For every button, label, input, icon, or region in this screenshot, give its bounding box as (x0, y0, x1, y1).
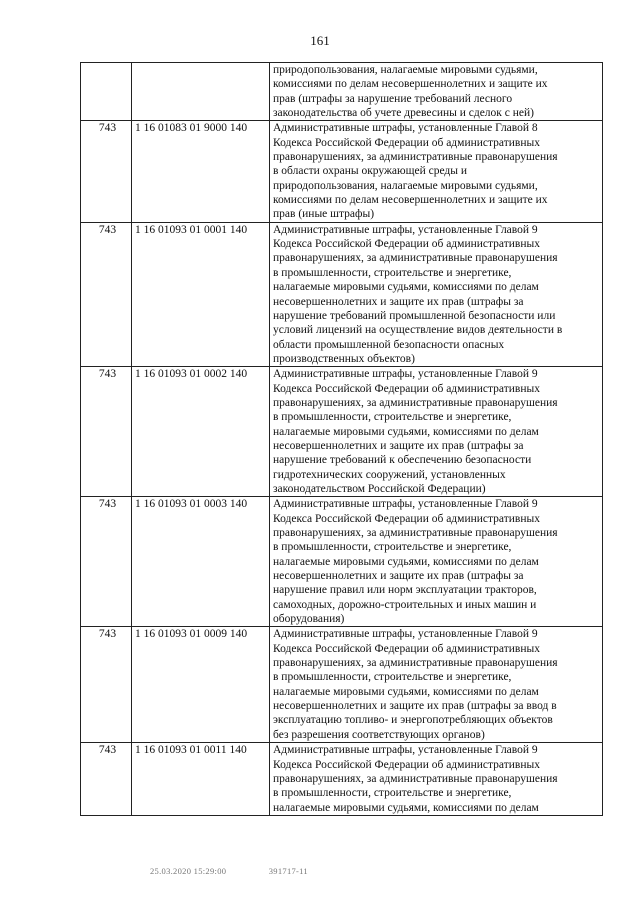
page-footer (150, 866, 308, 876)
page-number: 161 (310, 33, 330, 48)
budget-code-cell: 1 16 01083 01 9000 140 (132, 121, 270, 222)
description-cell: Административные штрафы, установленные Главой 9 Кодекса Российской Федерации об административных правонарушениях, за административные правонарушения в промышленности, строительстве и энергетике, налагаемые мировыми судьями, комиссиями по делам несовершеннолетних и защите их прав (штрафы за нарушение требований промышленной безопасности или условий лицензий на осуществление видов деятельности в области промышленной безопасности опасных производственных объектов) (270, 222, 603, 366)
budget-code-cell: 1 16 01093 01 0003 140 (132, 497, 270, 627)
table-row (81, 367, 603, 497)
budget-code-cell: 1 16 01093 01 0002 140 (132, 367, 270, 497)
budget-code-cell (132, 63, 270, 121)
admin-code-cell: 743 (81, 627, 132, 743)
admin-code-cell: 743 (81, 743, 132, 816)
description-cell: Административные штрафы, установленные Главой 8 Кодекса Российской Федерации об административных правонарушениях, за административные правонарушения в области охраны окружающей среды и природопользования, налагаемые мировыми судьями, комиссиями по делам несовершеннолетних и защите их прав (иные штрафы) (270, 121, 603, 222)
admin-code-cell (81, 63, 132, 121)
table-row (81, 121, 603, 222)
admin-code-cell: 743 (81, 121, 132, 222)
budget-code-cell: 1 16 01093 01 0009 140 (132, 627, 270, 743)
budget-code-cell: 1 16 01093 01 0001 140 (132, 222, 270, 366)
description-cell: Административные штрафы, установленные Главой 9 Кодекса Российской Федерации об административных правонарушениях, за административные правонарушения в промышленности, строительстве и энергетике, налагаемые мировыми судьями, комиссиями по делам несовершеннолетних и защите их прав (штрафы за нарушение правил или норм эксплуатации тракторов, самоходных, дорожно-строительных и иных машин и оборудования) (270, 497, 603, 627)
table-row (81, 497, 603, 627)
budget-codes-table (80, 62, 603, 816)
description-cell: Административные штрафы, установленные Главой 9 Кодекса Российской Федерации об административных правонарушениях, за административные правонарушения в промышленности, строительстве и энергетике, налагаемые мировыми судьями, комиссиями по делам (270, 743, 603, 816)
footer-document-id: 391717-11 (268, 866, 308, 876)
description-cell: Административные штрафы, установленные Главой 9 Кодекса Российской Федерации об административных правонарушениях, за административные правонарушения в промышленности, строительстве и энергетике, налагаемые мировыми судьями, комиссиями по делам несовершеннолетних и защите их прав (штрафы за нарушение требований к обеспечению безопасности гидротехнических сооружений, установленных законодательством Российской Федерации) (270, 367, 603, 497)
description-cell: природопользования, налагаемые мировыми судьями, комиссиями по делам несовершеннолетних и защите их прав (штрафы за нарушение требований лесного законодательства об учете древесины и сделок с ней) (270, 63, 603, 121)
table-row (81, 743, 603, 816)
table-row (81, 222, 603, 366)
table-row (81, 627, 603, 743)
budget-code-cell: 1 16 01093 01 0011 140 (132, 743, 270, 816)
description-cell: Административные штрафы, установленные Главой 9 Кодекса Российской Федерации об административных правонарушениях, за административные правонарушения в промышленности, строительстве и энергетике, налагаемые мировыми судьями, комиссиями по делам несовершеннолетних и защите их прав (штрафы за ввод в эксплуатацию топливо- и энергопотребляющих объектов без разрешения соответствующих органов) (270, 627, 603, 743)
admin-code-cell: 743 (81, 497, 132, 627)
footer-timestamp: 25.03.2020 15:29:00 (150, 866, 227, 876)
admin-code-cell: 743 (81, 367, 132, 497)
table-row (81, 63, 603, 121)
admin-code-cell: 743 (81, 222, 132, 366)
